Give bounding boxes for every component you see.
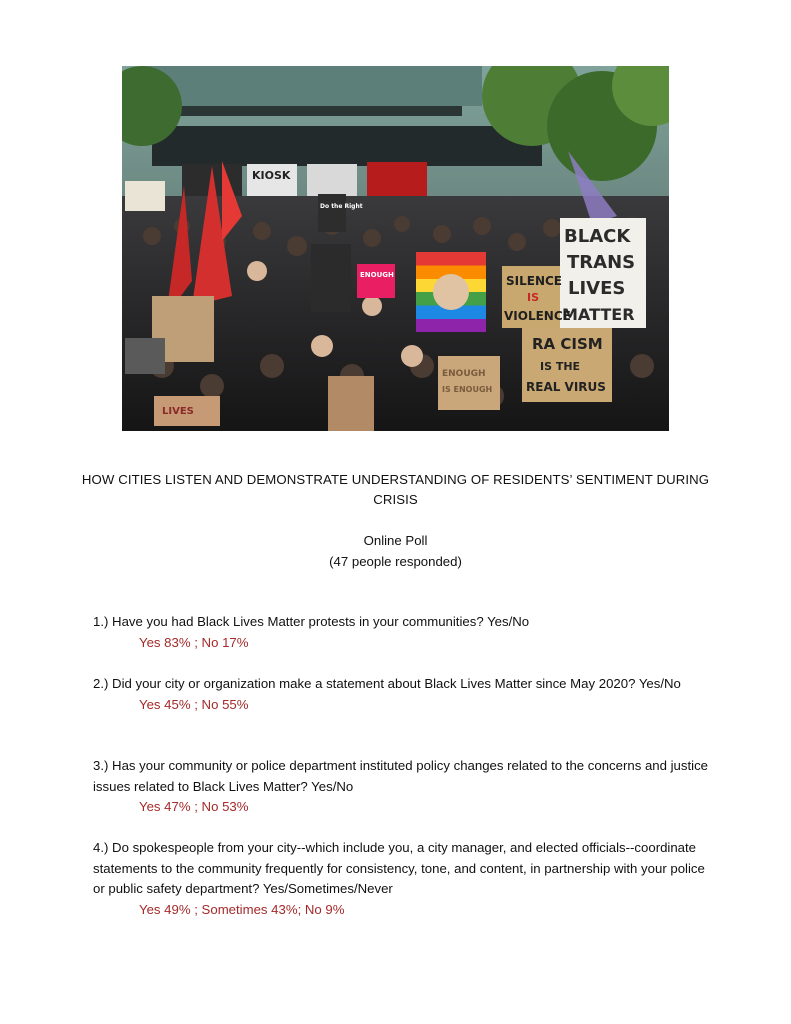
svg-text:BLACK: BLACK [564, 226, 631, 247]
svg-text:REAL VIRUS: REAL VIRUS [526, 380, 606, 394]
poll-label: Online Poll [363, 533, 428, 548]
question-answer: Yes 47% ; No 53% [139, 799, 249, 814]
poll-info [0, 530, 791, 572]
title-line-2: CRISIS [373, 492, 418, 507]
question-4 [93, 838, 713, 920]
question-text: 1.) Have you had Black Lives Matter protests in your communities? Yes/No [93, 614, 530, 629]
question-text: 4.) Do spokespeople from your city--which include you, a city manager, and elected officials--coordinate statements to the community frequently for consistency, tone, and content, in partnership with your police or public safety department? Yes/Sometimes/Never [93, 840, 705, 896]
question-answer: Yes 83% ; No 17% [139, 634, 249, 650]
question-1 [93, 612, 713, 653]
question-answer: Yes 49% ; Sometimes 43%; No 9% [139, 901, 345, 917]
svg-text:VIOLENCE: VIOLENCE [504, 309, 571, 323]
protest-crowd-photo-icon [122, 66, 669, 431]
svg-text:MATTER: MATTER [562, 305, 635, 324]
svg-text:IS ENOUGH: IS ENOUGH [442, 385, 493, 394]
svg-text:TRANS: TRANS [567, 252, 636, 273]
svg-text:LIVES: LIVES [568, 278, 626, 299]
title-line-1: HOW CITIES LISTEN AND DEMONSTRATE UNDERSTANDING OF RESIDENTS’ SENTIMENT DURING [81, 472, 710, 487]
question-answer: Yes 45% ; No 55% [139, 696, 249, 712]
protest-photo [122, 66, 669, 431]
svg-text:ENOUGH: ENOUGH [442, 369, 486, 379]
svg-text:IS: IS [527, 291, 540, 304]
svg-text:ENOUGH: ENOUGH [360, 271, 394, 279]
question-text: 2.) Did your city or organization make a statement about Black Lives Matter since May 2020? Yes/No [93, 676, 681, 691]
svg-text:SILENCE: SILENCE [506, 274, 562, 288]
document-title [70, 470, 721, 510]
question-text: 3.) Has your community or police department instituted policy changes related to the concerns and justice issues related to Black Lives Matter? Yes/No [93, 758, 709, 794]
svg-text:RA CISM: RA CISM [532, 335, 603, 353]
svg-text:IS THE: IS THE [540, 360, 581, 373]
question-3 [93, 756, 713, 818]
svg-text:KIOSK: KIOSK [252, 169, 291, 182]
respondents-count: (47 people responded) [329, 554, 462, 569]
svg-text:Do the Right: Do the Right [320, 203, 363, 210]
svg-text:LIVES: LIVES [162, 406, 194, 417]
question-2 [93, 674, 713, 715]
